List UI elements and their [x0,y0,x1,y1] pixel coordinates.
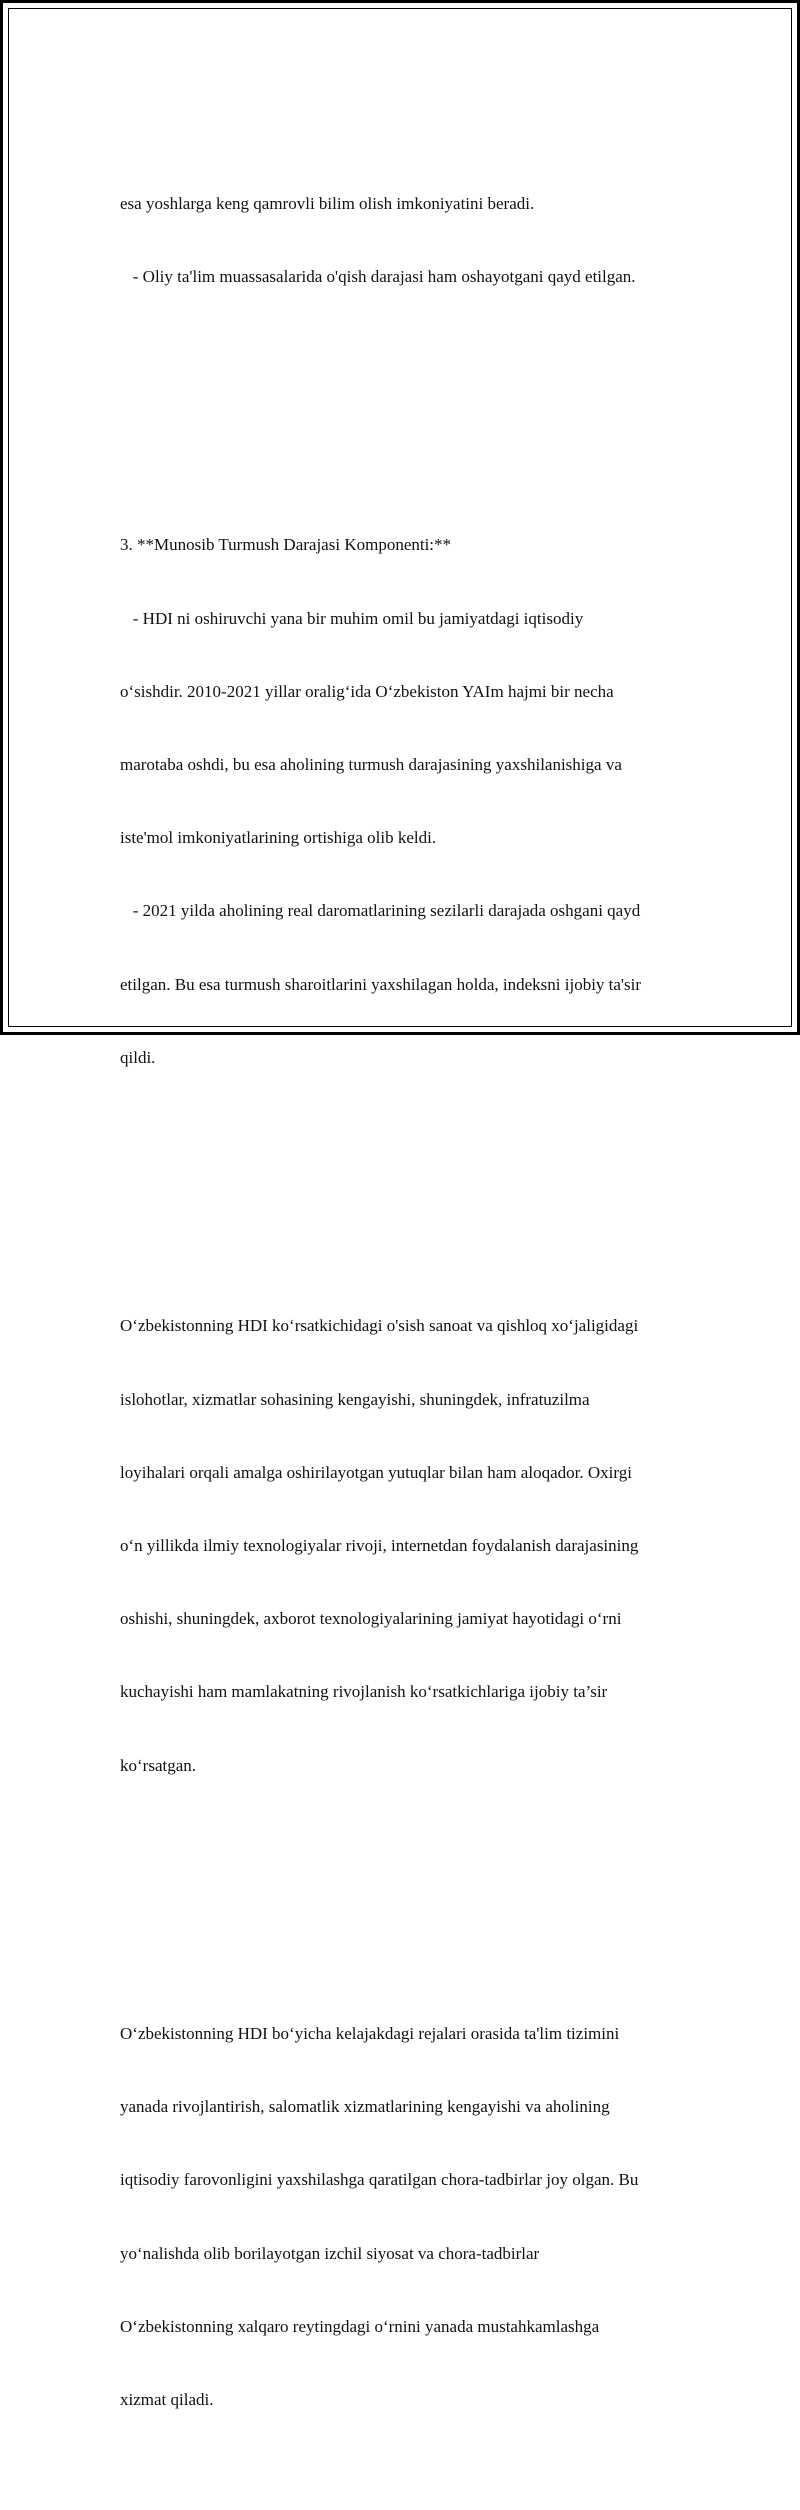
text-line: oshishi, shuningdek, axborot texnologiyalarining jamiyat hayotidagi o‘rni [120,1609,622,1629]
paragraph-living-standard [120,484,700,1119]
text-line: 3. **Munosib Turmush Darajasi Komponenti:** [120,535,452,555]
text-line: iqtisodiy farovonligini yaxshilashga qaratilgan chora-tadbirlar joy olgan. Bu [120,2170,639,2190]
text-line: marotaba oshdi, bu esa aholining turmush darajasining yaxshilanishiga va [120,754,622,774]
text-line: yanada rivojlantirish, salomatlik xizmatlarining kengayishi va aholining [120,2097,610,2117]
text-line: O‘zbekistonning HDI ko‘rsatkichidagi o'sish sanoat va qishloq xo‘jaligidagi [120,1316,639,1336]
text-line: iste'mol imkoniyatlarining ortishiga olib keldi. [120,828,437,848]
paragraph-hdi-growth [120,1265,700,1826]
text-line: ko‘rsatgan. [120,1755,197,1775]
text-line: qildi. [120,1047,156,1067]
text-line: - 2021 yilda aholining real daromatlarining sezilarli darajada oshgani qayd [120,901,641,921]
text-line: - HDI ni oshiruvchi yana bir muhim omil bu jamiyatdagi iqtisodiy [120,608,584,628]
text-line: loyihalari orqali amalga oshirilayotgan yutuqlar bilan ham aloqador. Oxirgi [120,1462,632,1482]
text-line: O‘zbekistonning HDI bo‘yicha kelajakdagi rejalari orasida ta'lim tizimini [120,2024,620,2044]
text-line: kuchayishi ham mamlakatning rivojlanish ko‘rsatkichlariga ijobiy ta’sir [120,1682,608,1702]
text-line: xizmat qiladi. [120,2390,214,2410]
text-line: esa yoshlarga keng qamrovli bilim olish imkoniyatini beradi. [120,193,535,213]
paragraph-gap [120,1876,700,1900]
document-body [120,94,700,2510]
paragraph-gap [120,387,700,411]
text-line: - Oliy ta'lim muassasalarida o'qish darajasi ham oshayotgani qayd etilgan. [120,266,636,286]
paragraph-gap [120,1168,700,1192]
text-line: etilgan. Bu esa turmush sharoitlarini yaxshilagan holda, indeksni ijobiy ta'sir [120,974,641,994]
text-line: islohotlar, xizmatlar sohasining kengayishi, shuningdek, infratuzilma [120,1389,590,1409]
text-line: o‘n yillikda ilmiy texnologiyalar rivoji, internetdan foydalanish darajasining [120,1535,639,1555]
text-line: o‘sishdir. 2010-2021 yillar oralig‘ida O‘zbekiston YAIm hajmi bir necha [120,681,614,701]
text-line: O‘zbekistonning xalqaro reytingdagi o‘rnini yanada mustahkamlashga [120,2316,600,2336]
paragraph-future-plans [120,1973,700,2461]
text-line: yo‘nalishda olib borilayotgan izchil siyosat va chora-tadbirlar [120,2243,540,2263]
paragraph-education-continuation [120,143,700,338]
